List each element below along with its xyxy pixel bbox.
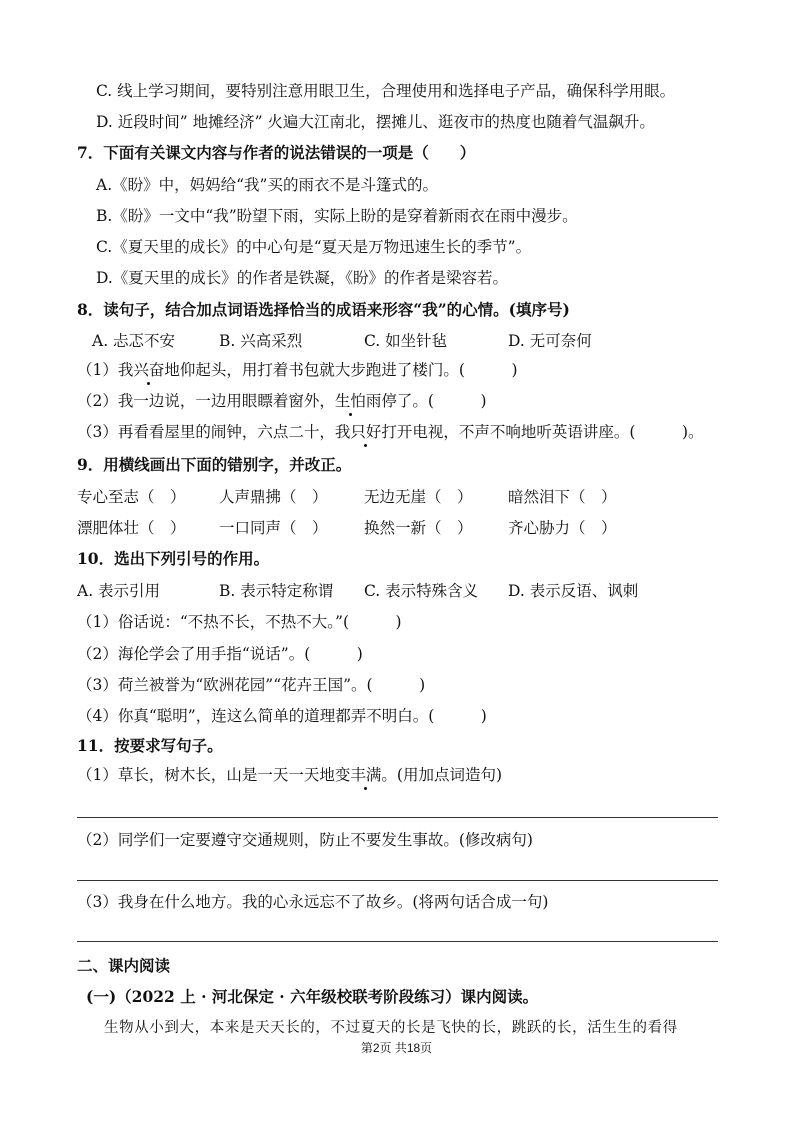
q9-item: 换然一新（ ）	[364, 519, 473, 537]
q10-sentence-3: （3）荷兰被誉为“欧洲花园”“花卉王国”。( )	[77, 676, 426, 694]
reading-passage: 生物从小到大，本来是天天长的，不过夏天的长是飞快的长，跳跃的长，活生生的看得	[104, 1020, 678, 1036]
q7-option-b: B.《盼》一文中“我”盼望下雨，实际上盼的是穿着新雨衣在雨中漫步。	[96, 207, 578, 225]
section-title: 二、课内阅读	[77, 956, 171, 975]
q8-sentence-3: （3）再看看屋里的闹钟，六点二十，我只好打开电视，不声不响地听英语讲座。( )。	[77, 423, 704, 441]
q10-title: 10．选出下列引号的作用。	[77, 549, 270, 568]
q9-item: 一口同声（ ）	[219, 519, 328, 537]
dotted-word: 丰满	[350, 766, 382, 784]
q9-item: 齐心胁力（ ）	[508, 519, 617, 537]
q11-title: 11．按要求写句子。	[77, 736, 223, 755]
page-footer: 第2页 共18页	[360, 1041, 433, 1055]
q10-sentence-4: （4）你真“聪明”，连这么简单的道理都弄不明白。( )	[77, 707, 487, 725]
q10-option-b: B. 表示特定称谓	[219, 582, 334, 600]
answer-line	[77, 941, 718, 942]
q8-sentence-2: （2）我一边说，一边用眼瞟着窗外，生怕雨停了。( )	[77, 392, 487, 410]
dotted-word: 生怕	[334, 392, 366, 410]
q10-sentence-1: （1）俗话说：“不热不长，不热不大。”( )	[77, 613, 402, 631]
q9-item: 漂肥体壮（ ）	[77, 519, 186, 537]
q9-item: 无边无崖（ ）	[364, 488, 473, 506]
q8-option-d: D. 无可奈何	[508, 332, 592, 350]
q10-option-a: A. 表示引用	[77, 582, 161, 600]
q8-option-a: A. 忐忑不安	[92, 332, 176, 350]
q9-item: 专心至志（ ）	[77, 488, 186, 506]
q10-sentence-2: （2）海伦学会了用手指“说话”。( )	[77, 645, 363, 663]
q10-option-c: C. 表示特殊含义	[364, 582, 479, 600]
q11-sentence-3: （3）我身在什么地方。我的心永远忘不了故乡。(将两句话合成一句)	[77, 893, 549, 911]
q8-option-b: B. 兴高采烈	[219, 332, 303, 350]
q7-option-a: A.《盼》中，妈妈给“我”买的雨衣不是斗篷式的。	[96, 176, 438, 194]
answer-line	[77, 880, 718, 881]
q11-sentence-2: （2）同学们一定要遵守交通规则，防止不要发生事故。(修改病句)	[77, 831, 533, 849]
q10-option-d: D. 表示反语、讽刺	[508, 582, 639, 600]
q7-option-c: C.《夏天里的成长》的中心句是“夏天是万物迅速生长的季节”。	[96, 238, 532, 256]
q8-sentence-1: （1）我兴奋地仰起头，用打着书包就大步跑进了楼门。( )	[77, 361, 518, 379]
section-subtitle: (一)（2022 上 · 河北保定 · 六年级校联考阶段练习）课内阅读。	[86, 987, 539, 1006]
q9-title: 9．用横线画出下面的错别字，并改正。	[77, 455, 352, 474]
q9-item: 暗然泪下（ ）	[508, 488, 617, 506]
answer-line	[77, 817, 718, 818]
dotted-word: 只好	[350, 423, 382, 441]
q6-option-d: D. 近段时间” 地摊经济” 火遍大江南北，摆摊儿、逛夜市的热度也随着气温飙升。	[96, 113, 655, 131]
q9-item: 人声鼎拂（ ）	[219, 488, 328, 506]
q6-option-c: C. 线上学习期间，要特别注意用眼卫生，合理使用和选择电子产品，确保科学用眼。	[96, 82, 676, 100]
q7-title: 7．下面有关课文内容与作者的说法错误的一项是（ ）	[77, 143, 476, 162]
q11-sentence-1: （1）草长，树木长，山是一天一天地变丰满。(用加点词造句)	[77, 766, 502, 784]
q8-title: 8．读句子，结合加点词语选择恰当的成语来形容“我”的心情。(填序号)	[77, 300, 570, 319]
dotted-word: 兴奋	[133, 361, 165, 379]
q8-option-c: C. 如坐针毡	[364, 332, 448, 350]
q7-option-d: D.《夏天里的成长》的作者是铁凝，《盼》的作者是梁容若。	[96, 269, 509, 287]
